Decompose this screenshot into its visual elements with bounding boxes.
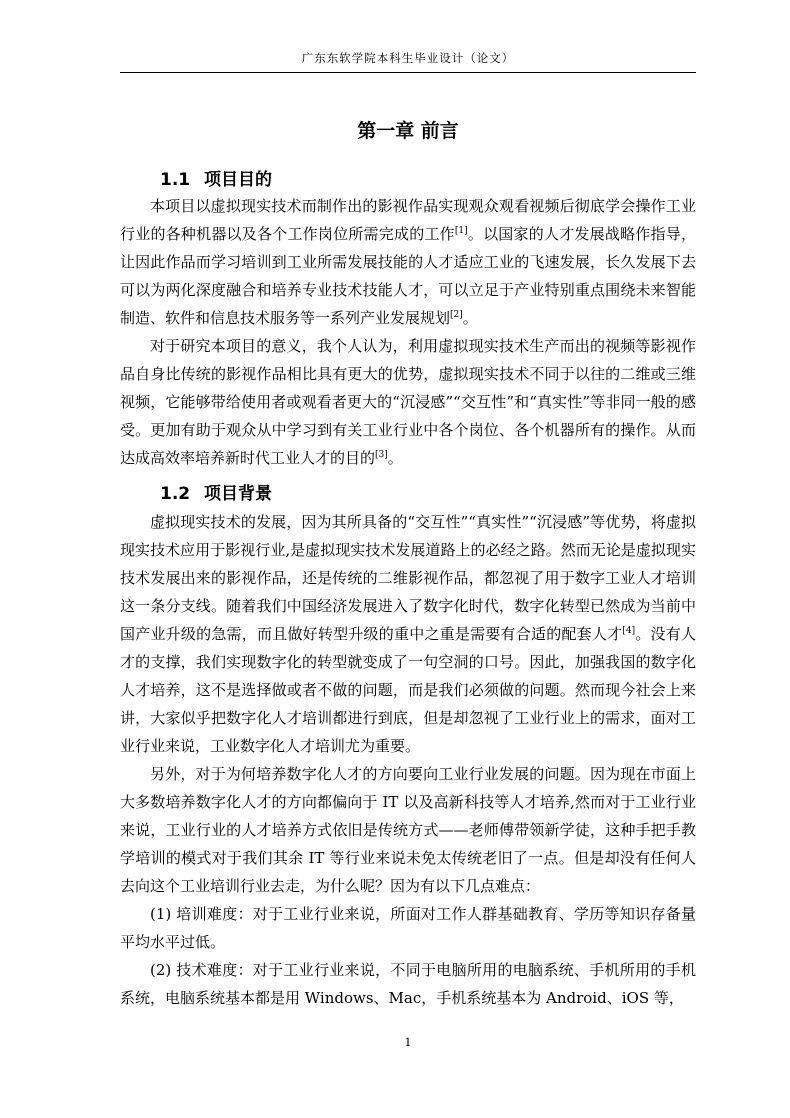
paragraph [120,332,696,472]
paragraph-text: 。没有人才的支撑，我们实现数字化的转型就变成了一句空洞的口号。因此，加强我国的数字化人才培养，这不是选择做或者不做的问题，而是我们必须做的问题。然而现今社会上来讲，大家似乎把数字化人才培训都进行到底，但是却忽视了工业行业上的需求，面对工业行业来说，工业数字化人才培训尤为重要。 [120,625,696,755]
chapter-title: 第一章 前言 [357,120,459,142]
citation: [4] [622,626,636,636]
section-heading-1-2 [160,482,272,506]
running-header: 广东东软学院本科生毕业设计（论文） [301,51,515,65]
section-title: 项目背景 [204,484,272,504]
paragraph-text: 。 [462,309,478,327]
paragraph-text: 虚拟现实技术的发展，因为其所具备的“交互性”“真实性”“沉浸感”等优势，将虚拟现实技术应用于影视行业,是虚拟现实技术发展道路上的必经之路。然而无论是虚拟现实技术发展出来的影视作品，还是传统的二维影视作品，都忽视了用于数字工业人才培训这一条分支线。随着我们中国经济发展进入了数字化时代，数字化转型已然成为当前中国产业升级的急需，而且做好转型升级的重中之重是需要有合适的配套人才 [120,513,696,643]
paragraph-text: 。 [387,449,403,467]
paragraph-text: 。以国家的人才发展战略作指导，让因此作品而学习培训到工业所需发展技能的人才适应工业的飞速发展，长久发展下去可以为两化深度融合和培养专业技术技能人才，可以立足于产业特别重点围绕未来智能制造、软件和信息技术服务等一系列产业发展规划 [120,225,696,327]
citation: [3] [375,450,388,460]
paragraph [120,508,696,760]
header-rule [120,72,696,73]
paragraph-text: 本项目以虚拟现实技术而制作出的影视作品实现观众观看视频后彻底学会操作工业行业的各种机器以及各个工作岗位所需完成的工作 [120,197,696,243]
section-number: 1.2 [160,484,191,504]
section-heading-1-1 [160,168,272,192]
section-1-1-body [120,192,696,472]
paragraph [120,192,696,332]
paragraph-text: 对于研究本项目的意义，我个人认为，利用虚拟现实技术生产而出的视频等影视作品自身比传统的影视作品相比具有更大的优势，虚拟现实技术不同于以往的二维或三维视频，它能够带给使用者或观看者更大的“沉浸感”“交互性”和“真实性”等非同一般的感受。更加有助于观众从中学习到有关工业行业中各个岗位、各个机器所有的操作。从而达成高效率培养新时代工业人才的目的 [120,337,696,467]
citation: [2] [450,310,463,320]
section-title: 项目目的 [204,170,272,190]
citation: [1] [454,226,468,236]
section-number: 1.1 [160,170,191,190]
paragraph: 另外，对于为何培养数字化人才的方向要向工业行业发展的问题。因为现在市面上大多数培养数字化人才的方向都偏向于 IT 以及高新科技等人才培养,然而对于工业行业来说，工业行业的人才培养方式依旧是传统方式——老师傅带领新学徒，这种手把手教学培训的模式对于我们其余 IT 等行业来说未免太传统老旧了一点。但是却没有任何人去向这个工业培训行业去走，为什么呢？因为有以下几点难点： [120,765,696,895]
page-number: 1 [404,1036,412,1049]
list-item: (1) 培训难度：对于工业行业来说，所面对工作人群基础教育、学历等知识存备量平均水平过低。 [120,905,696,951]
section-1-2-body [120,508,696,1012]
list-item: (2) 技术难度：对于工业行业来说，不同于电脑所用的电脑系统、手机所用的手机系统，电脑系统基本都是用 Windows、Mac，手机系统基本为 Android、iOS 等， [120,961,696,1007]
